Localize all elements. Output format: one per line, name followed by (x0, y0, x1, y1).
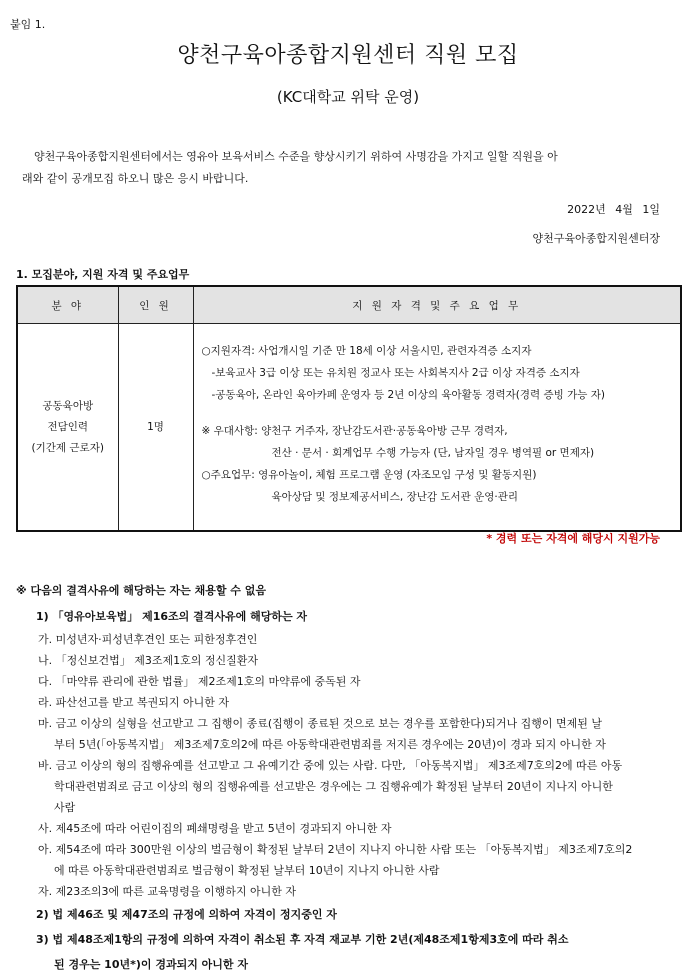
exclusion-item: 바. 금고 이상의 형의 집행유예를 선고받고 그 유예기간 중에 있는 사람. 다만, 「아동복지법」 제3조제7호의2에 따른 아동 (38, 759, 623, 772)
exclusion-item: 사. 제45조에 따라 어린이집의 폐쇄명령을 받고 5년이 경과되지 아니한 자 (38, 822, 392, 835)
recruit-table (16, 285, 682, 532)
announcement-date: 2022년 4월 1일 (567, 203, 660, 216)
work-continued: 육아상담 및 정보제공서비스, 장난감 도서관 운영·관리 (271, 491, 519, 503)
exclusion-item-continued: 사람 (54, 801, 76, 814)
exclusion-item: 다. 「마약류 관리에 관한 법률」 제2조제1호의 마약류에 중독된 자 (38, 675, 361, 688)
exclusion-section (16, 582, 676, 977)
intro-paragraph (22, 146, 674, 190)
exclusion-item: 라. 파산선고를 받고 복권되지 아니한 자 (38, 696, 229, 709)
exclusion-item-continued: 학대관련범죄로 금고 이상의 형의 집행유예를 선고받은 경우에는 그 집행유예가 확정된 날부터 20년이 지나지 아니한 (54, 780, 613, 793)
exclusion-sub-3: 3) 법 제48조제1항의 규정에 의하여 자격이 취소된 후 자격 재교부 기한 2년(제48조제1항제3호에 따라 취소 (36, 933, 569, 946)
exclusion-sub-3-continued: 된 경우는 10년*)이 경과되지 아니한 자 (54, 958, 248, 971)
section-1-title: 1. 모집분야, 지원 자격 및 주요업무 (16, 268, 190, 281)
intro-line-2: 래와 같이 공개모집 하오니 많은 응시 바랍니다. (22, 172, 249, 185)
field-line: (기간제 근로자) (31, 441, 104, 454)
attachment-label: 붙임 1. (10, 18, 46, 31)
preference-continued: 전산 · 문서 · 회계업무 수행 가능자 (단, 남자일 경우 병역필 or 면제자) (271, 447, 595, 459)
duties-cell (193, 324, 681, 532)
issuer: 양천구육아종합지원센터장 (532, 232, 660, 245)
header-duties: 지 원 자 격 및 주 요 업 무 (193, 286, 681, 324)
qualification-head: ○지원자격: 사업개시일 기준 만 18세 이상 서울시민, 관련자격증 소지자 (201, 345, 532, 357)
exclusion-item-continued: 부터 5년(「아동복지법」 제3조제7호의2에 따른 아동학대관련범죄를 저지른 경우에는 20년)이 경과 되지 아니한 자 (54, 738, 606, 751)
qualification-item: -공동육아, 온라인 육아카페 운영자 등 2년 이상의 육아활동 경력자(경력 증빙 가능 자) (211, 389, 605, 401)
exclusion-item: 나. 「정신보건법」 제3조제1호의 정신질환자 (38, 654, 258, 667)
qualification-item: -보육교사 3급 이상 또는 유치원 정교사 또는 사회복지사 2급 이상 자격증 소지자 (211, 367, 580, 379)
exclusion-item: 가. 미성년자·피성년후견인 또는 피한정후견인 (38, 633, 258, 646)
table-header-row (17, 286, 681, 324)
page-title: 양천구육아종합지원센터 직원 모집 (177, 43, 519, 68)
preference-head: ※ 우대사항: 양천구 거주자, 장난감도서관·공동육아방 근무 경력자, (201, 425, 508, 437)
exclusion-item-continued: 에 따른 아동학대관련범죄로 벌금형이 확정된 날부터 10년이 지나지 아니한 사람 (54, 864, 440, 877)
table-row (17, 324, 681, 532)
exclusion-sub-2: 2) 법 제46조 및 제47조의 규정에 의하여 자격이 정지중인 자 (36, 908, 337, 921)
intro-line-1: 양천구육아종합지원센터에서는 영유아 보육서비스 수준을 향상시키기 위하여 사명감을 가지고 일할 직원을 아 (34, 150, 558, 163)
header-count: 인 원 (118, 286, 193, 324)
header-field: 분 야 (17, 286, 118, 324)
work-head: ○주요업무: 영유아놀이, 체험 프로그램 운영 (자조모임 구성 및 활동지원) (201, 469, 537, 481)
exclusion-item: 마. 금고 이상의 실형을 선고받고 그 집행이 종료(집행이 종료된 것으로 보는 경우를 포함한다)되거나 집행이 면제된 날 (38, 717, 602, 730)
field-cell (17, 324, 118, 532)
exclusion-item: 아. 제54조에 따라 300만원 이상의 벌금형이 확정된 날부터 2년이 지나지 아니한 사람 또는 「아동복지법」 제3조제7호의2 (38, 843, 633, 856)
field-line: 전담인력 (47, 420, 89, 433)
eligibility-note: * 경력 또는 자격에 해당시 지원가능 (486, 532, 660, 545)
field-line: 공동육아방 (42, 399, 94, 412)
exclusion-sub-1: 1) 「영유아보육법」 제16조의 결격사유에 해당하는 자 (36, 610, 308, 623)
count-cell: 1명 (118, 324, 193, 532)
exclusion-head: ※ 다음의 결격사유에 해당하는 자는 채용할 수 없음 (16, 584, 267, 597)
exclusion-item: 자. 제23조의3에 따른 교육명령을 이행하지 아니한 자 (38, 885, 296, 898)
page-subtitle: (KC대학교 위탁 운영) (276, 88, 420, 106)
